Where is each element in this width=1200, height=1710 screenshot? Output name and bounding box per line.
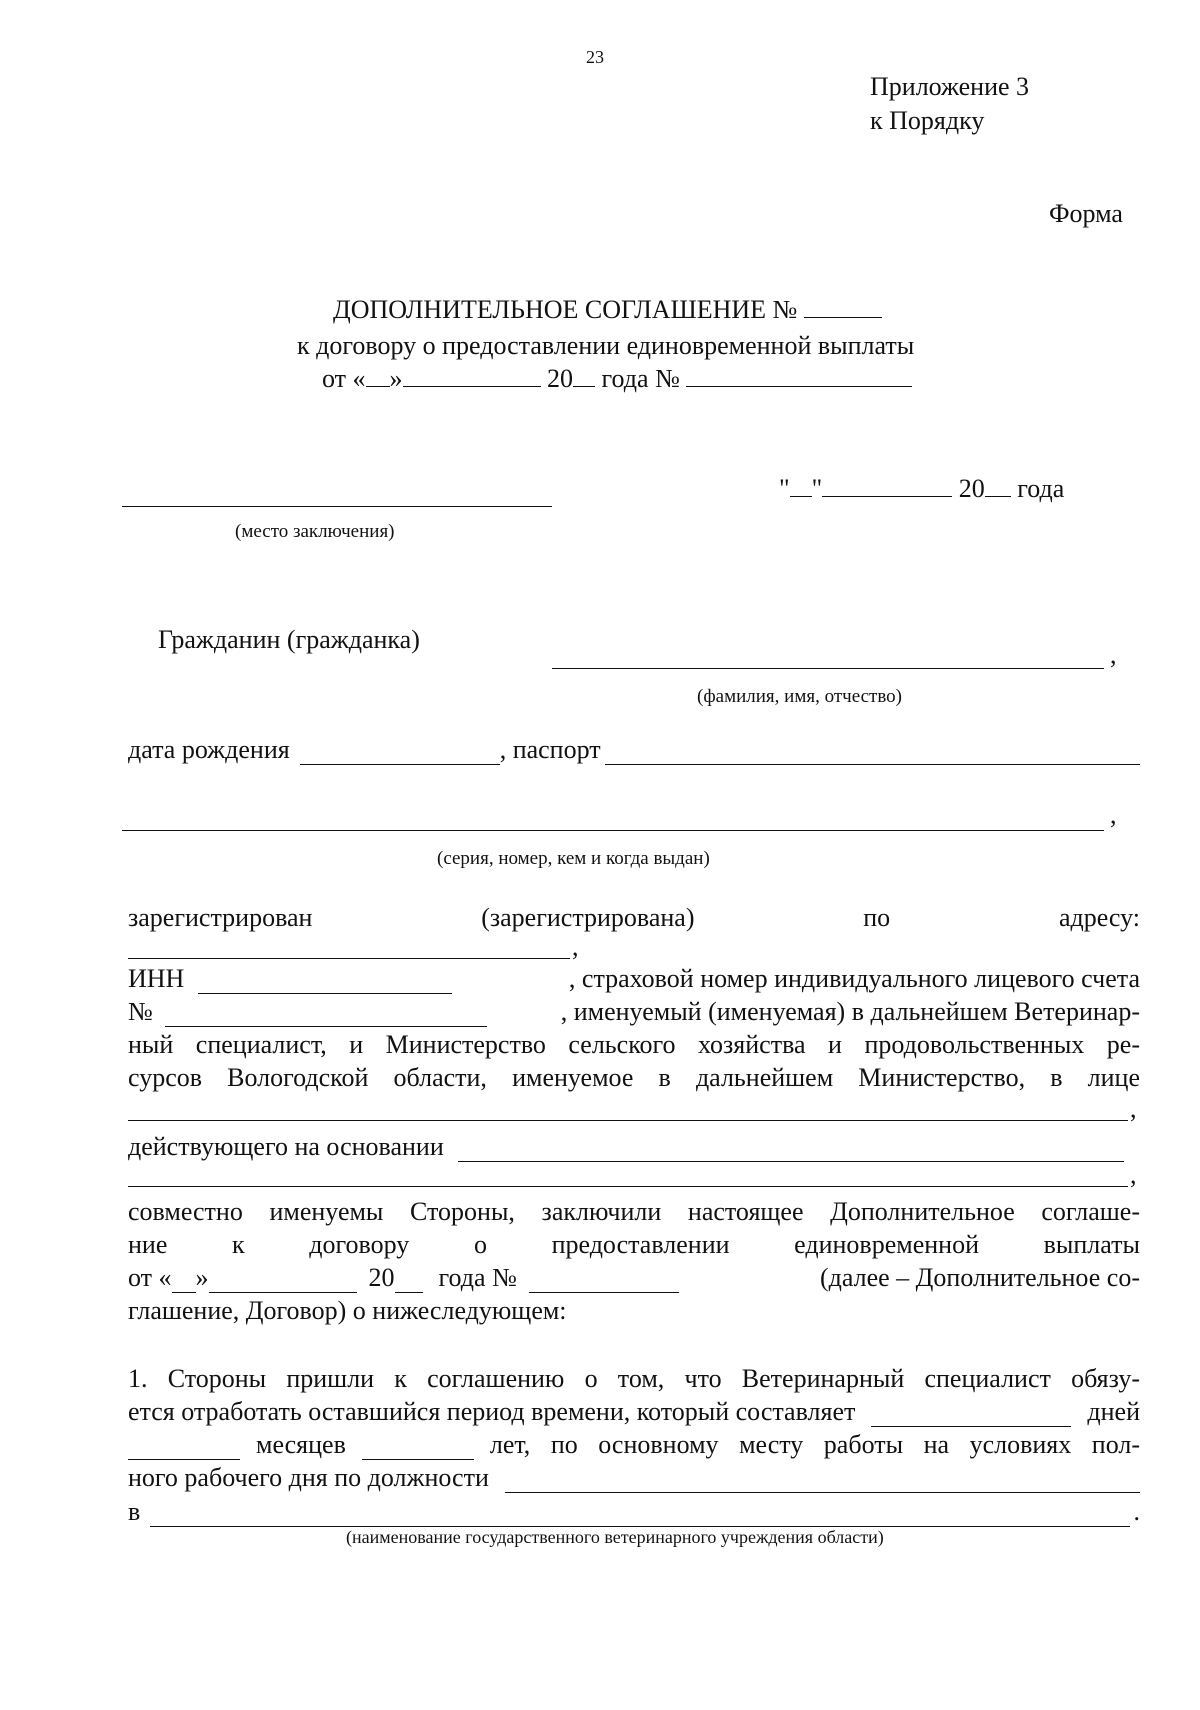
clause1-line-5	[128, 1497, 1140, 1527]
document-subtitle: к договору о предоставлении единовременной выплаты	[297, 331, 915, 360]
fio-caption: (фамилия, имя, отчество)	[697, 686, 903, 707]
address-comma: ,	[572, 932, 579, 961]
clause1-months-blank[interactable]	[128, 1435, 240, 1460]
line-e-year: 20	[368, 1263, 395, 1292]
acting-basis-blank[interactable]	[458, 1137, 1124, 1162]
body-line-d	[128, 1230, 1140, 1260]
heading-year-blank[interactable]	[573, 364, 595, 387]
quote-open: "	[779, 474, 790, 503]
line-d-word-4: о	[473, 1230, 487, 1259]
registered-word-1: зарегистрирован	[128, 903, 313, 932]
representative-comma: ,	[1130, 1094, 1137, 1123]
clause1-line3-rest: лет, по основному месту работы на условиях пол-	[489, 1430, 1140, 1459]
heading-year-prefix: 20	[547, 364, 574, 393]
place-caption: (место заключения)	[235, 521, 395, 542]
birth-label: дата рождения	[128, 735, 290, 764]
heading-day-blank[interactable]	[366, 364, 390, 387]
body-line-b: сурсов Вологодской области, именуемое в дальнейшем Министерство, в лице	[128, 1063, 1140, 1092]
body-line-f: глашение, Договор) о нижеследующем:	[128, 1296, 567, 1325]
heading-date-mid: »	[389, 364, 403, 393]
fio-comma: ,	[1110, 640, 1117, 669]
inn-rest: , страховой номер индивидуального лицевого счета	[568, 964, 1140, 993]
form-label: Форма	[1049, 199, 1123, 228]
snils-row	[128, 997, 1140, 1027]
clause1-institution-blank[interactable]	[150, 1502, 1129, 1527]
clause1-days-blank[interactable]	[871, 1402, 1071, 1427]
registered-row	[128, 903, 1140, 933]
line-e-month-blank[interactable]	[209, 1268, 357, 1293]
body-line-e	[128, 1263, 1140, 1293]
clause1-line-2	[128, 1397, 1140, 1427]
snils-rest: , именуемый (именуемая) в дальнейшем Ветеринар-	[560, 997, 1140, 1026]
clause1-days-label: дней	[1087, 1397, 1140, 1426]
birth-passport-row	[128, 735, 1140, 765]
passport-blank-2[interactable]	[122, 830, 1104, 831]
signing-date	[779, 474, 1064, 504]
line-d-word-5: предоставлении	[551, 1230, 730, 1259]
registered-word-3: по	[863, 903, 891, 932]
line-d-word-6: единовременной	[794, 1230, 979, 1259]
clause1-line2-text: ется отработать оставшийся период времени, который составляет	[128, 1397, 856, 1426]
agreement-number-blank[interactable]	[804, 295, 882, 318]
line-e-rest: (далее – Дополнительное со-	[819, 1263, 1140, 1292]
heading-date-line	[322, 364, 912, 394]
place-blank[interactable]	[122, 506, 552, 507]
signing-year-suffix: года	[1017, 474, 1065, 503]
line-e-year-suffix: года №	[438, 1263, 517, 1292]
inn-blank[interactable]	[198, 969, 452, 994]
clause1-line-1: 1. Стороны пришли к соглашению о том, что Ветеринарный специалист обязу-	[128, 1364, 1140, 1393]
line-d-word-2: к	[232, 1230, 245, 1259]
birth-date-blank[interactable]	[300, 738, 500, 765]
page-number: 23	[586, 47, 604, 67]
body-line-c: совместно именуемы Стороны, заключили настоящее Дополнительное соглаше-	[128, 1197, 1140, 1226]
clause1-position-blank[interactable]	[505, 1468, 1140, 1493]
document-title	[333, 295, 882, 325]
acting-label: действующего на основании	[128, 1132, 444, 1161]
passport-caption: (серия, номер, кем и когда выдан)	[437, 848, 710, 869]
line-e-from: от «	[128, 1263, 172, 1292]
clause1-line4-text: ного рабочего дня по должности	[128, 1463, 489, 1492]
passport-blank[interactable]	[605, 740, 1140, 765]
inn-label: ИНН	[128, 964, 185, 993]
line-e-mid: »	[195, 1263, 209, 1292]
acting-basis-blank-2[interactable]	[128, 1186, 1128, 1187]
line-d-word-3: договору	[309, 1230, 410, 1259]
heading-contract-number-blank[interactable]	[686, 364, 912, 387]
signing-year-blank[interactable]	[985, 474, 1011, 497]
representative-blank[interactable]	[128, 1120, 1128, 1121]
passport-label: , паспорт	[499, 735, 601, 764]
heading-date-from: от «	[322, 364, 366, 393]
fio-blank[interactable]	[552, 668, 1104, 669]
signing-year-prefix: 20	[958, 474, 985, 503]
clause1-line-4	[128, 1463, 1140, 1493]
address-blank[interactable]	[128, 958, 570, 959]
line-d-word-7: выплаты	[1043, 1230, 1140, 1259]
line-e-number-blank[interactable]	[529, 1268, 679, 1293]
heading-year-suffix: года №	[601, 364, 680, 393]
inn-row	[128, 964, 1140, 994]
signing-month-blank[interactable]	[822, 474, 952, 497]
clause1-line5-prefix: в	[128, 1497, 141, 1526]
citizen-label: Гражданин (гражданка)	[158, 625, 420, 654]
body-line-a: ный специалист, и Министерство сельского хозяйства и продовольственных ре-	[128, 1030, 1140, 1059]
signing-day-blank[interactable]	[790, 474, 812, 497]
clause1-line5-end: .	[1133, 1497, 1140, 1526]
clause1-months-label: месяцев	[256, 1430, 346, 1459]
clause1-caption: (наименование государственного ветеринарного учреждения области)	[346, 1527, 884, 1547]
acting-row	[128, 1132, 1128, 1162]
document-title-text: ДОПОЛНИТЕЛЬНОЕ СОГЛАШЕНИЕ №	[333, 295, 798, 324]
heading-month-blank[interactable]	[403, 364, 541, 387]
line-e-day-blank[interactable]	[172, 1268, 196, 1293]
clause1-years-blank[interactable]	[362, 1435, 474, 1460]
line-d-word-1: ние	[128, 1230, 168, 1259]
acting-comma: ,	[1130, 1160, 1137, 1189]
registered-word-4: адресу:	[1058, 903, 1140, 932]
snils-no-label: №	[128, 997, 153, 1026]
line-e-year-blank[interactable]	[395, 1268, 423, 1293]
snils-blank[interactable]	[165, 1002, 487, 1027]
quote-close: "	[811, 474, 823, 503]
appendix-line-1: Приложение 3	[870, 72, 1030, 101]
appendix-line-2: к Порядку	[870, 106, 985, 135]
registered-word-2: (зарегистрирована)	[481, 903, 695, 932]
passport-comma: ,	[1110, 800, 1117, 829]
clause1-line-3	[128, 1430, 1140, 1460]
